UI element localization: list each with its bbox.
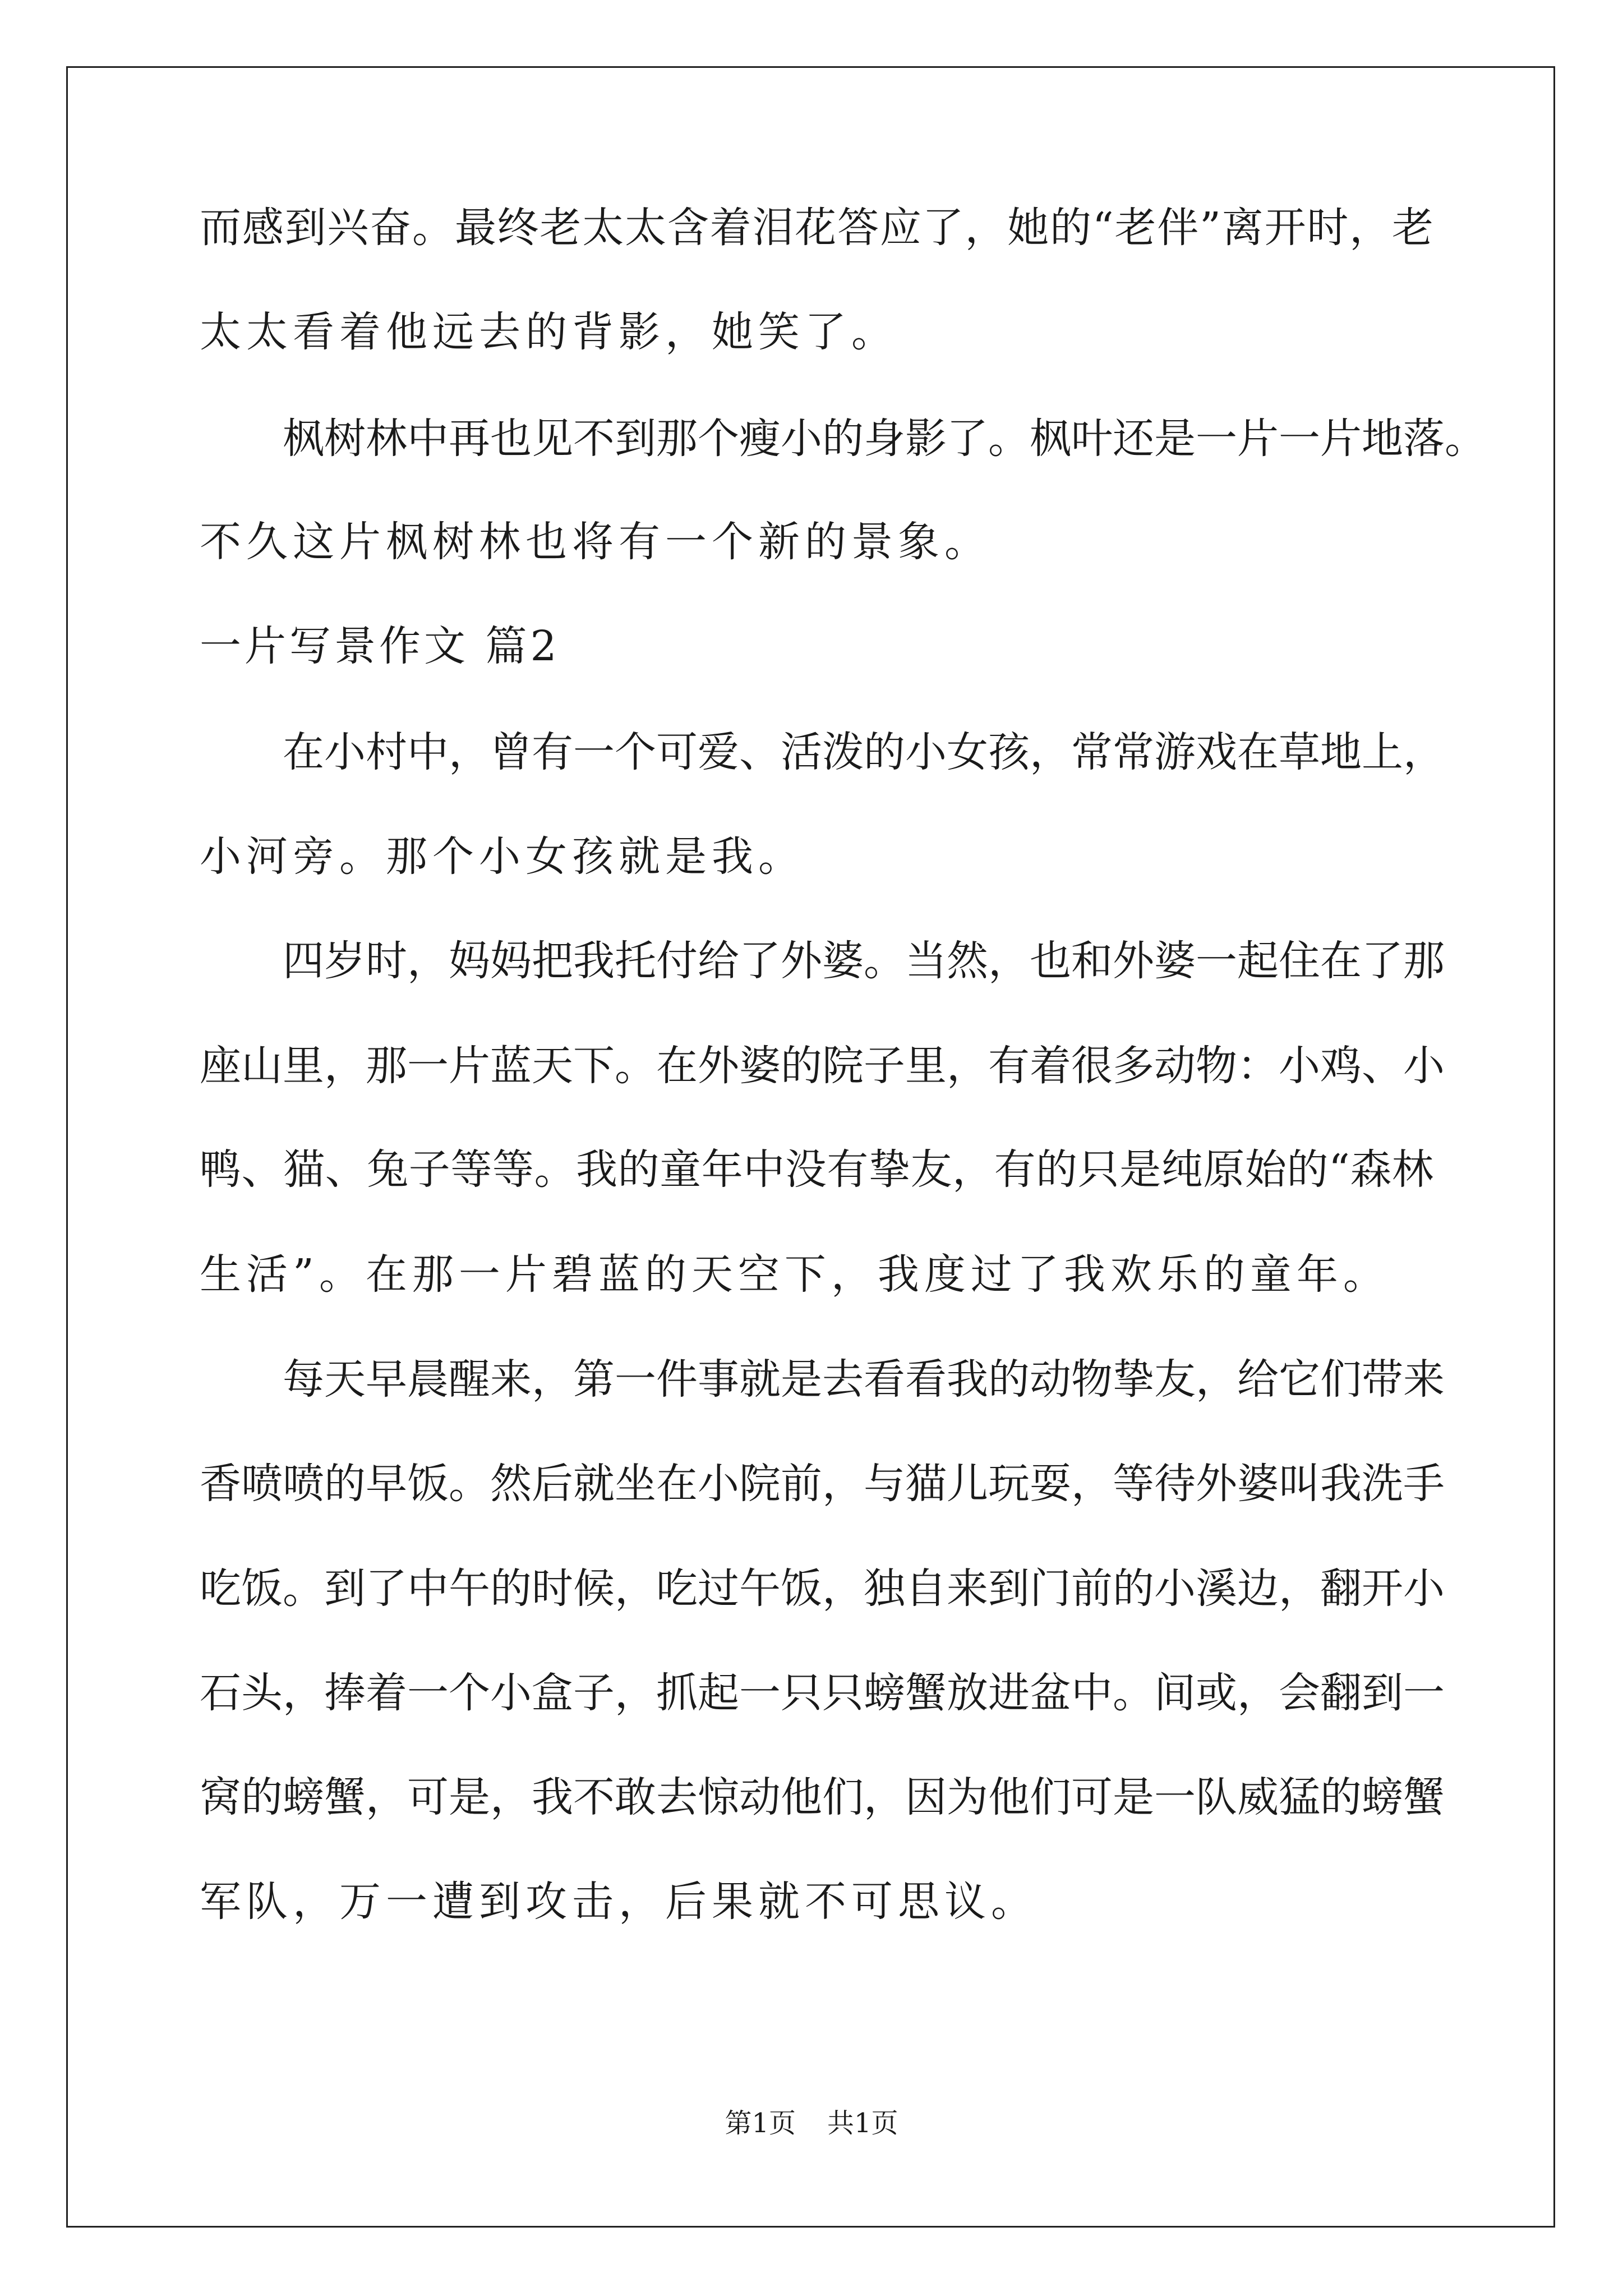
paragraph-line: 在小村中，曾有一个可爱、活泼的小女孩，常常游戏在草地上， <box>283 728 1445 776</box>
paragraph-line: 石头，捧着一个小盒子，抓起一只只螃蟹放进盆中。间或，会翻到一 <box>200 1669 1445 1717</box>
page-footer <box>0 2106 1623 2140</box>
paragraph-line: 座山里，那一片蓝天下。在外婆的院子里，有着很多动物：小鸡、小 <box>200 1042 1445 1090</box>
paragraph-line: 枫树林中再也见不到那个瘦小的身影了。枫叶还是一片一片地落。 <box>283 415 1486 463</box>
page-total: 共1页 <box>827 2108 898 2139</box>
paragraph-line: 太太看着他远去的背影，她笑了。 <box>200 308 898 356</box>
paragraph-line: 不久这片枫树林也将有一个新的景象。 <box>200 518 991 566</box>
paragraph-line: 军队，万一遭到攻击，后果就不可思议。 <box>200 1878 1038 1926</box>
paragraph-line: 而感到兴奋。最终老太太含着泪花答应了，她的“老伴”离开时，老 <box>200 204 1433 252</box>
section-heading: 一片写景作文 篇2 <box>200 622 560 670</box>
page-number: 第1页 <box>725 2108 796 2139</box>
paragraph-line: 鸭、猫、兔子等等。我的童年中没有挚友，有的只是纯原始的“森林 <box>200 1145 1433 1194</box>
paragraph-line: 四岁时，妈妈把我托付给了外婆。当然，也和外婆一起住在了那 <box>283 937 1445 985</box>
paragraph-line: 吃饭。到了中午的时候，吃过午饭，独自来到门前的小溪边，翻开小 <box>200 1565 1445 1613</box>
paragraph-line: 生活”。在那一片碧蓝的天空下，我度过了我欢乐的童年。 <box>200 1250 1390 1299</box>
paragraph-line: 每天早晨醒来，第一件事就是去看看我的动物挚友，给它们带来 <box>283 1355 1445 1404</box>
paragraph-line: 窝的螃蟹，可是，我不敢去惊动他们，因为他们可是一队威猛的螃蟹 <box>200 1773 1445 1821</box>
paragraph-line: 小河旁。那个小女孩就是我。 <box>200 832 805 881</box>
paragraph-line: 香喷喷的早饭。然后就坐在小院前，与猫儿玩耍，等待外婆叫我洗手 <box>200 1460 1445 1508</box>
